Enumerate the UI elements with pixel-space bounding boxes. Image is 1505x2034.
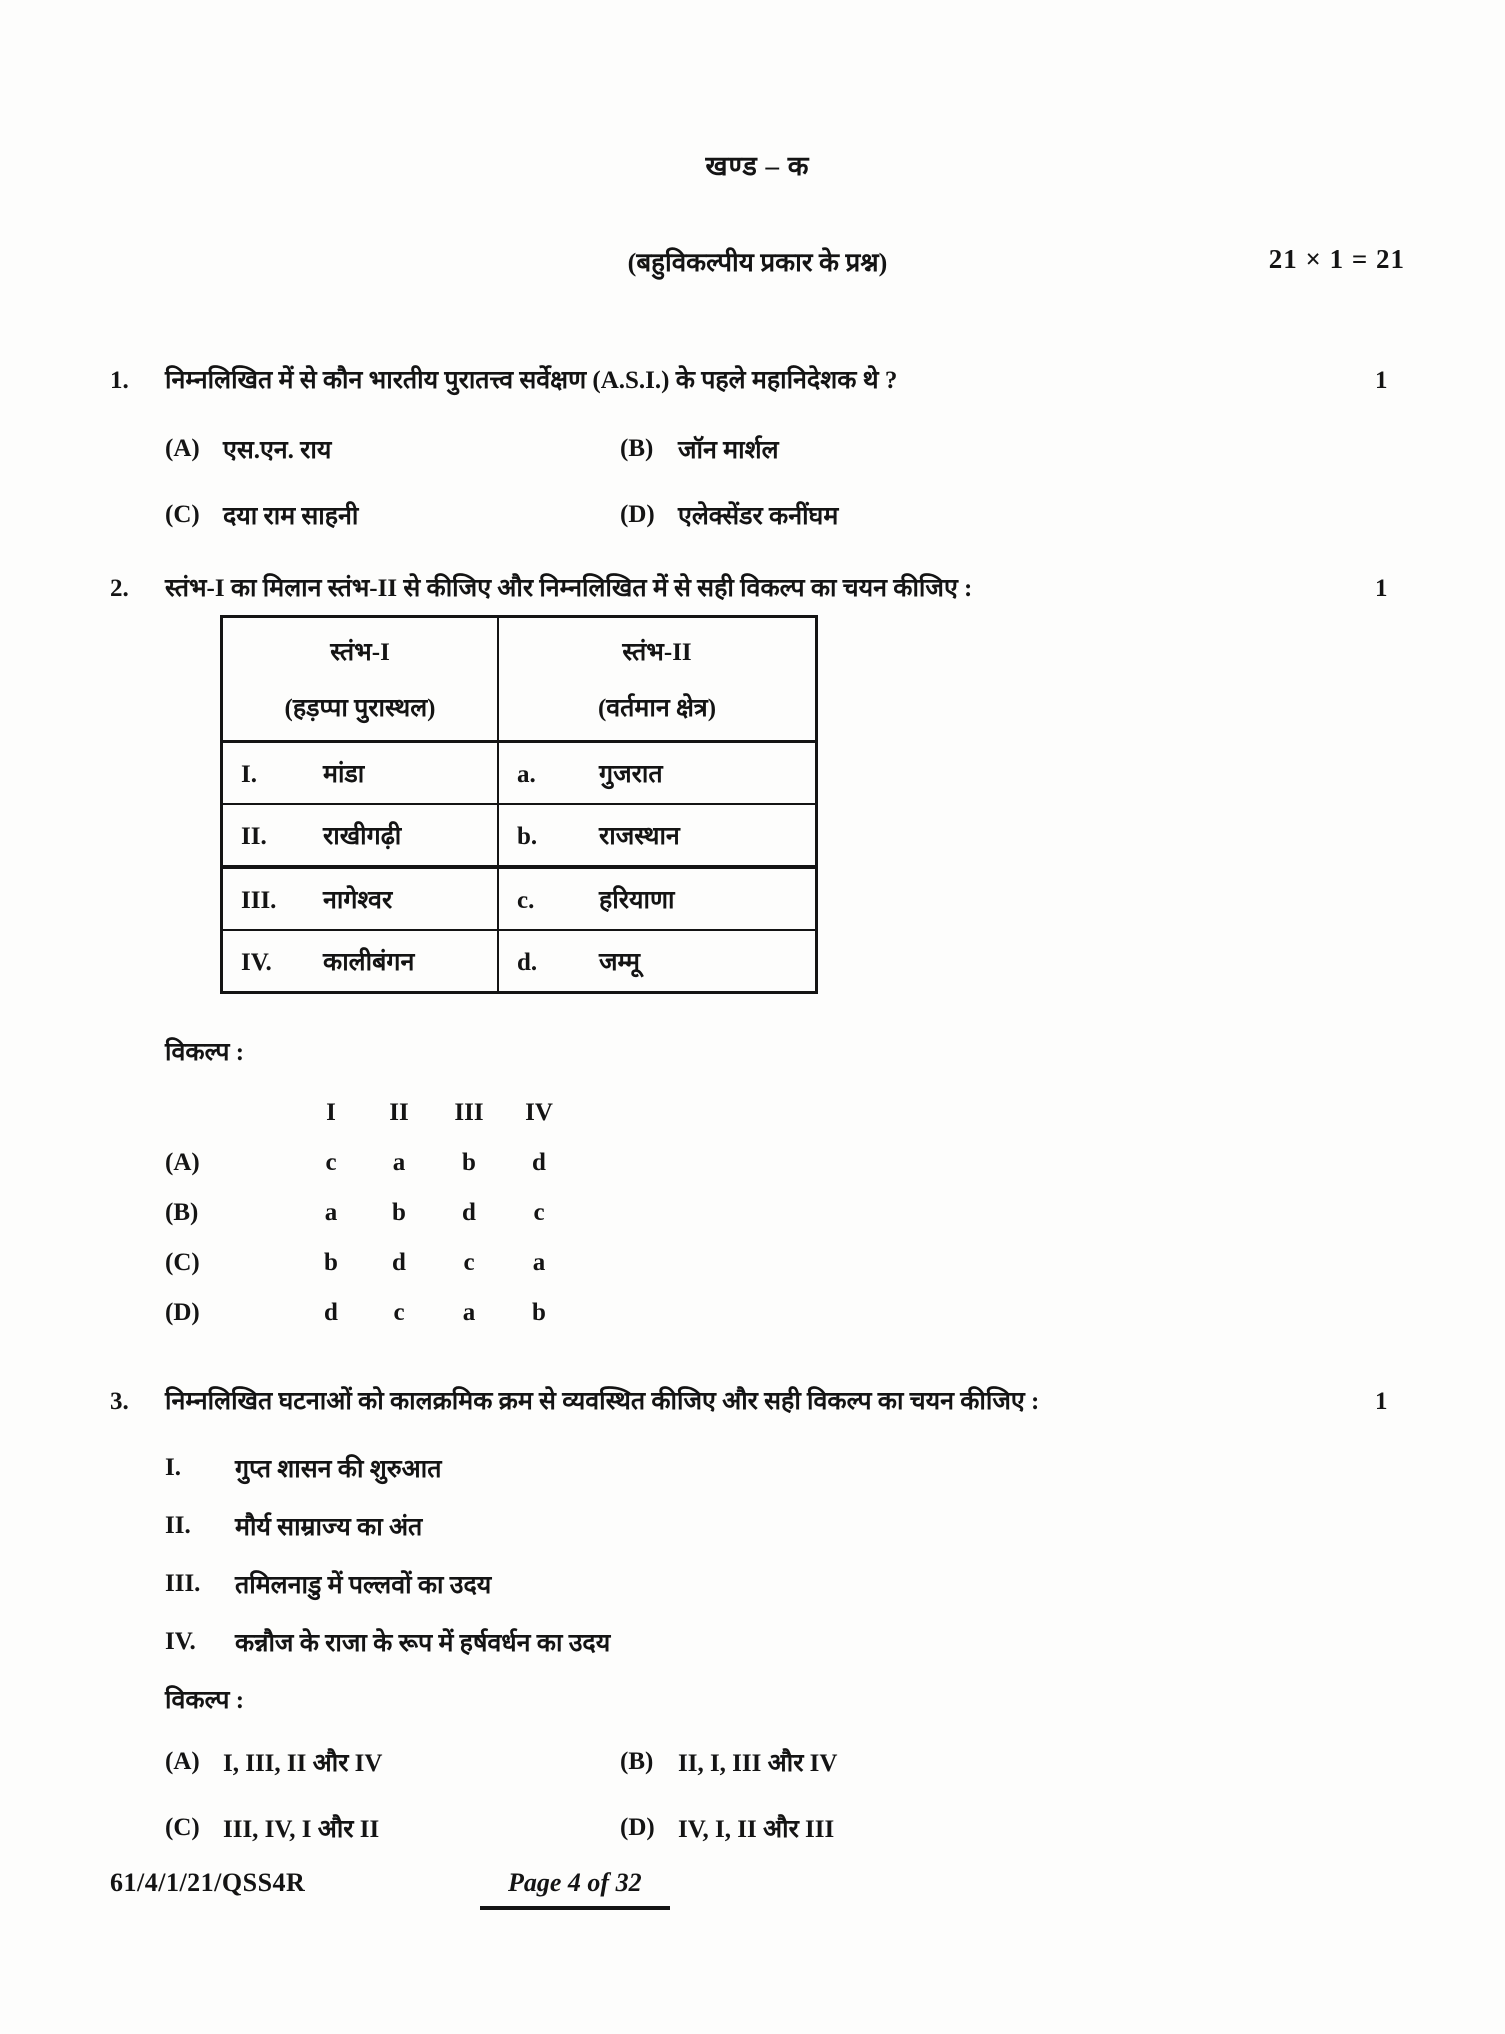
option-letter: (C) (165, 501, 200, 528)
question-type-subtitle: (बहुविकल्पीय प्रकार के प्रश्न) (627, 248, 888, 277)
marks-scheme: 21 × 1 = 21 (1268, 244, 1405, 274)
grid-value: a (324, 1199, 338, 1226)
row-letter: c. (517, 887, 535, 914)
subheader (110, 243, 1405, 283)
site-name: राखीगढ़ी (323, 823, 402, 850)
option-letter: (B) (620, 1748, 654, 1775)
grid-value: b (392, 1199, 406, 1226)
site-name: नागेश्वर (323, 887, 393, 914)
grid-header-iv: IV (525, 1099, 553, 1126)
question-1 (110, 363, 1405, 399)
item-text: मौर्य साम्राज्य का अंत (235, 1514, 423, 1541)
page-indicator: Page 4 of 32 (480, 1868, 670, 1910)
q3-option-b (620, 1738, 1405, 1786)
q3-option-d (620, 1804, 1405, 1852)
column-1-title: स्तंभ-I (330, 639, 390, 666)
row-numeral: III. (241, 887, 277, 914)
option-text: II, I, III और IV (678, 1750, 838, 1777)
question-2 (110, 571, 1405, 607)
region-name: राजस्थान (599, 823, 680, 850)
question-3 (110, 1384, 1405, 1420)
region-name: हरियाणा (599, 887, 675, 914)
q2-grid-option-c (165, 1240, 1405, 1286)
list-item (165, 1446, 1405, 1490)
table-row (222, 742, 817, 805)
grid-header-i: I (326, 1099, 336, 1126)
question-3-number: 3. (110, 1388, 129, 1415)
option-letter: (A) (165, 1149, 200, 1176)
option-text: एलेक्सेंडर कनींघम (678, 503, 839, 530)
table-row (222, 867, 817, 930)
q2-options-label: विकल्प : (165, 1039, 245, 1066)
table-row (222, 804, 817, 867)
option-letter: (C) (165, 1814, 200, 1841)
row-numeral: II. (241, 823, 267, 850)
region-name: गुजरात (599, 761, 663, 788)
grid-header-iii: III (454, 1099, 484, 1126)
question-3-text: निम्नलिखित घटनाओं को कालक्रमिक क्रम से व्यवस्थित कीजिए और सही विकल्प का चयन कीजिए : (165, 1388, 1040, 1415)
column-2-subtitle: (वर्तमान क्षेत्र) (597, 695, 717, 722)
match-columns-table (220, 615, 818, 994)
grid-value: d (324, 1299, 338, 1326)
row-numeral: IV. (241, 949, 272, 976)
grid-value: c (463, 1249, 475, 1276)
table-row (222, 930, 817, 993)
item-text: गुप्त शासन की शुरुआत (235, 1456, 442, 1483)
question-3-options (165, 1738, 1405, 1852)
q1-option-b (620, 425, 1405, 473)
q2-grid-option-b (165, 1190, 1405, 1236)
item-numeral: I. (165, 1454, 181, 1481)
item-text: तमिलनाडु में पल्लवों का उदय (235, 1572, 492, 1599)
row-letter: a. (517, 761, 536, 788)
q1-option-c (165, 491, 620, 539)
option-letter: (B) (620, 435, 654, 462)
q1-option-d (620, 491, 1405, 539)
grid-value: a (462, 1299, 476, 1326)
q3-option-a (165, 1738, 620, 1786)
list-item (165, 1504, 1405, 1548)
row-letter: b. (517, 823, 538, 850)
question-3-marks: 1 (1375, 1388, 1388, 1415)
option-text: एस.एन. राय (223, 437, 332, 464)
grid-value: d (532, 1149, 546, 1176)
table-header-row (222, 617, 817, 742)
option-text: दया राम साहनी (223, 503, 359, 530)
row-numeral: I. (241, 761, 257, 788)
question-1-marks: 1 (1375, 367, 1388, 394)
option-letter: (A) (165, 1748, 200, 1775)
list-item (165, 1562, 1405, 1606)
grid-header-row (165, 1090, 1405, 1136)
option-letter: (D) (620, 501, 655, 528)
region-name: जम्मू (599, 949, 640, 976)
q2-grid-option-d (165, 1290, 1405, 1336)
option-letter: (D) (620, 1814, 655, 1841)
grid-value: b (324, 1249, 338, 1276)
page-footer (110, 1868, 1405, 1928)
site-name: कालीबंगन (323, 949, 415, 976)
q3-event-list (165, 1446, 1405, 1664)
q2-option-grid (165, 1090, 1405, 1336)
question-2-number: 2. (110, 575, 129, 602)
question-2-text: स्तंभ-I का मिलान स्तंभ-II से कीजिए और निम्नलिखित में से सही विकल्प का चयन कीजिए : (165, 575, 973, 602)
list-item (165, 1620, 1405, 1664)
q3-options-label: विकल्प : (165, 1687, 245, 1714)
item-numeral: IV. (165, 1628, 196, 1655)
option-text: III, IV, I और II (223, 1816, 380, 1843)
grid-value: d (392, 1249, 406, 1276)
item-numeral: II. (165, 1512, 191, 1539)
item-numeral: III. (165, 1570, 201, 1597)
grid-value: c (325, 1149, 337, 1176)
option-text: I, III, II और IV (223, 1750, 383, 1777)
option-letter: (A) (165, 435, 200, 462)
column-2-title: स्तंभ-II (622, 639, 692, 666)
q3-option-c (165, 1804, 620, 1852)
question-1-number: 1. (110, 367, 129, 394)
q1-option-a (165, 425, 620, 473)
section-title: खण्ड – क (705, 151, 810, 181)
item-text: कन्नौज के राजा के रूप में हर्षवर्धन का उदय (235, 1630, 611, 1657)
option-text: IV, I, II और III (678, 1816, 835, 1843)
grid-value: a (532, 1249, 546, 1276)
column-1-header (222, 617, 499, 742)
grid-value: b (462, 1149, 476, 1176)
q2-grid-option-a (165, 1140, 1405, 1186)
grid-value: a (392, 1149, 406, 1176)
site-name: मांडा (323, 761, 365, 788)
grid-value: c (393, 1299, 405, 1326)
grid-value: b (532, 1299, 546, 1326)
paper-code: 61/4/1/21/QSS4R (110, 1868, 306, 1897)
option-letter: (B) (165, 1199, 199, 1226)
question-1-options (165, 425, 1405, 539)
row-letter: d. (517, 949, 538, 976)
option-letter: (D) (165, 1299, 200, 1326)
column-1-subtitle: (हड़प्पा पुरास्थल) (284, 695, 436, 722)
grid-header-ii: II (389, 1099, 409, 1126)
column-2-header (498, 617, 817, 742)
question-2-marks: 1 (1375, 575, 1388, 602)
option-letter: (C) (165, 1249, 200, 1276)
option-text: जॉन मार्शल (678, 437, 779, 464)
grid-value: c (533, 1199, 545, 1226)
question-1-text: निम्नलिखित में से कौन भारतीय पुरातत्त्व सर्वेक्षण (A.S.I.) के पहले महानिदेशक थे ? (165, 367, 898, 394)
grid-value: d (462, 1199, 476, 1226)
